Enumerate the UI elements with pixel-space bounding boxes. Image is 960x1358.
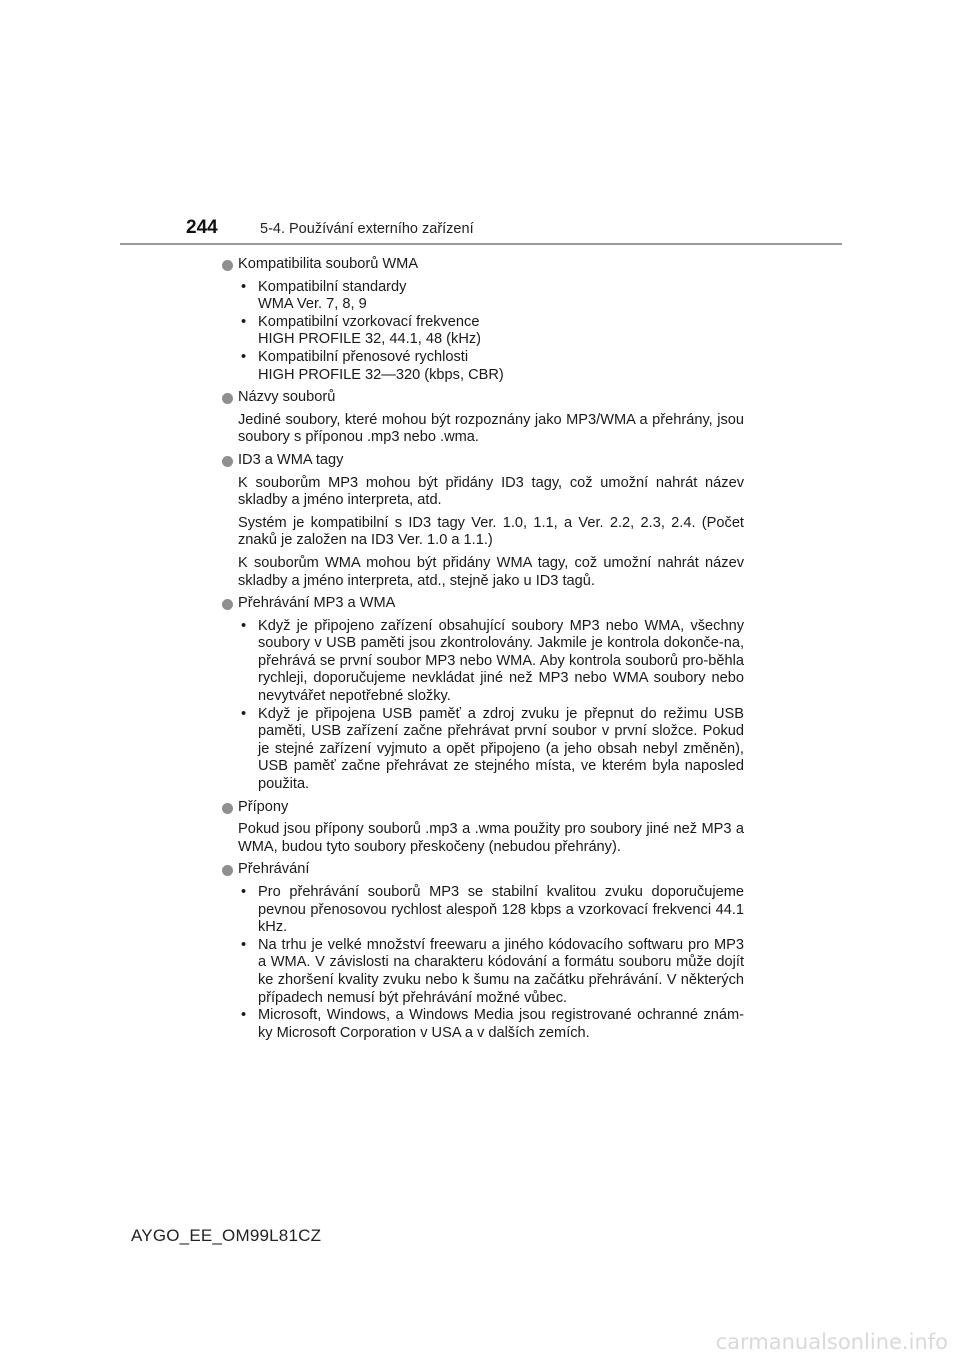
section-heading: Přehrávání xyxy=(222,861,744,879)
manual-content xyxy=(222,256,744,1047)
page-header xyxy=(120,0,842,248)
bullet-dot-icon xyxy=(222,260,233,271)
section-file-names xyxy=(222,389,744,447)
bullet-dot-icon xyxy=(222,599,233,610)
bullet-dot-icon xyxy=(222,803,233,814)
section-mp3-wma-playback xyxy=(222,595,744,794)
page-number: 244 xyxy=(186,217,218,238)
paragraph: Systém je kompatibilní s ID3 tagy Ver. 1.0, 1.1, a Ver. 2.2, 2.3, 2.4. (Počet znaků je založen na ID3 Ver. 1.0 a 1.1.) xyxy=(238,514,744,549)
section-id3-wma-tags xyxy=(222,452,744,590)
bullet-dot-icon xyxy=(222,393,233,404)
header-divider xyxy=(120,243,842,245)
paragraph: K souborům WMA mohou být přidány WMA tagy, což umožní nahrát název skladby a jméno interpreta, atd., stejně jako u ID3 tagů. xyxy=(238,554,744,589)
section-wma-compatibility xyxy=(222,256,744,384)
bullet-dot-icon xyxy=(222,456,233,467)
section-heading: Přípony xyxy=(222,799,744,817)
list-item: • Kompatibilní standardy WMA Ver. 7, 8, 9 xyxy=(241,278,407,313)
list-item: • Kompatibilní přenosové rychlosti HIGH PROFILE 32—320 (kbps, CBR) xyxy=(241,348,504,383)
section-title: 5-4. Používání externího zařízení xyxy=(260,221,474,237)
paragraph: Jediné soubory, které mohou být rozpoznány jako MP3/WMA a přehrány, jsou soubory s příponou .mp3 nebo .wma. xyxy=(238,411,744,446)
list-item: • Pro přehrávání souborů MP3 se stabilní kvalitou zvuku doporučujeme pevnou přenosovou rychlost alespoň 128 kbps a vzorkovací frekvenci 44.1 kHz. xyxy=(241,884,744,936)
watermark: carmanualsonline.info xyxy=(715,1330,948,1354)
section-heading: ID3 a WMA tagy xyxy=(222,452,744,470)
list-item: • Microsoft, Windows, a Windows Media jsou registrované ochranné znám-ky Microsoft Corporation v USA a v dalších zemích. xyxy=(241,1007,744,1041)
document-code: AYGO_EE_OM99L81CZ xyxy=(131,1226,322,1245)
paragraph: Pokud jsou přípony souborů .mp3 a .wma použity pro soubory jiné než MP3 a WMA, budou tyto soubory přeskočeny (nebudou přehrány). xyxy=(238,821,744,855)
section-playback xyxy=(222,861,744,1042)
section-heading: Přehrávání MP3 a WMA xyxy=(222,595,744,613)
bullet-dot-icon xyxy=(222,865,233,876)
paragraph: K souborům MP3 mohou být přidány ID3 tagy, což umožní nahrát název skladby a jméno interpreta, atd. xyxy=(238,474,744,509)
list-item: • Když je připojeno zařízení obsahující soubory MP3 nebo WMA, všechny soubory v USB paměti jsou zkontrolovány. Jakmile je kontrola dokonče-na, přehrává se první soubor MP3 nebo WMA. Aby kontrola souborů pro-běhla rychleji, doporučujeme nevkládat jiné než MP3 nebo WMA soubory nebo nevytvářet nepotřebné složky. xyxy=(241,617,744,705)
list-item: • Když je připojena USB paměť a zdroj zvuku je přepnut do režimu USB paměti, USB zařízení začne přehrávat první soubor v první složce. Pokud je stejné zařízení vyjmuto a opět připojeno (a jeho obsah nebyl změněn), USB paměť začne přehrávat ze stejného místa, ve kterém byla naposled použita. xyxy=(241,705,744,793)
section-heading: Názvy souborů xyxy=(222,389,744,407)
list-item: • Kompatibilní vzorkovací frekvence HIGH PROFILE 32, 44.1, 48 (kHz) xyxy=(241,313,482,348)
section-heading: Kompatibilita souborů WMA xyxy=(222,256,744,274)
section-extensions xyxy=(222,799,744,857)
list-item: • Na trhu je velké množství freewaru a jiného kódovacího softwaru pro MP3 a WMA. V závislosti na charakteru kódování a formátu souboru může dojít ke zhoršení kvality zvuku nebo k šumu na začátku přehrávání. V některých případech nemusí být přehrávání možné vůbec. xyxy=(241,936,744,1006)
